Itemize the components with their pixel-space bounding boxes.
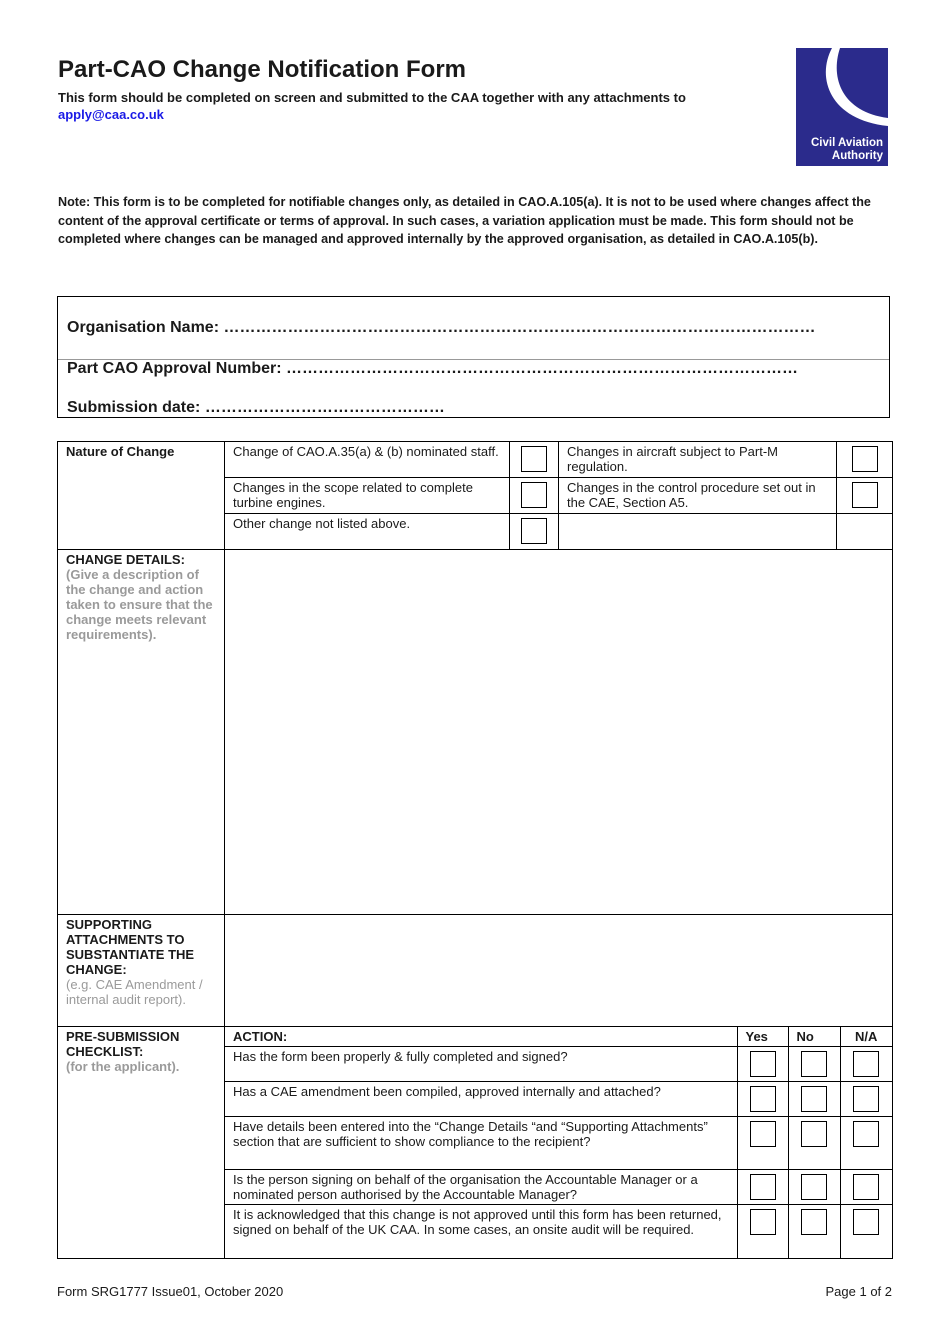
checkbox-icon	[521, 518, 547, 544]
nature-checkbox-1[interactable]	[510, 442, 559, 478]
nature-checkbox-2[interactable]	[837, 442, 893, 478]
checklist-item-1: Has the form been properly & fully completed and signed?	[225, 1047, 737, 1082]
page-number: Page 1 of 2	[825, 1284, 892, 1299]
checklist-table	[225, 1027, 892, 1258]
checklist-item-2: Has a CAE amendment been compiled, approved internally and attached?	[225, 1082, 737, 1117]
approval-number-dots: ……………………………………………………………………………………	[286, 360, 798, 377]
organisation-name-dots: …………………………………………………………………………………………………	[223, 319, 816, 336]
checklist-item-4: Is the person signing on behalf of the organisation the Accountable Manager or a nominated person authorised by the Accountable Manager?	[225, 1170, 737, 1205]
form-title: Part-CAO Change Notification Form	[58, 56, 467, 83]
change-details-label-cell	[58, 550, 225, 915]
checkbox-icon	[750, 1121, 776, 1147]
email-link[interactable]: apply@caa.co.uk	[58, 107, 164, 122]
submission-date-label: Submission date:	[67, 399, 201, 416]
checklist-5-yes[interactable]	[737, 1205, 788, 1258]
checkbox-icon	[750, 1086, 776, 1112]
checkbox-icon	[853, 1174, 879, 1200]
checkbox-icon	[852, 482, 878, 508]
checkbox-icon	[801, 1121, 827, 1147]
checkbox-icon	[521, 482, 547, 508]
approval-number-label: Part CAO Approval Number:	[67, 360, 282, 377]
checklist-5-na[interactable]	[840, 1205, 892, 1258]
checklist-3-no[interactable]	[788, 1117, 840, 1170]
attachments-input[interactable]	[225, 915, 893, 1027]
no-header: No	[788, 1027, 840, 1047]
nature-item-4: Changes in the control procedure set out in the CAE, Section A5.	[559, 478, 837, 514]
checkbox-icon	[750, 1051, 776, 1077]
nature-checkbox-5[interactable]	[510, 514, 559, 550]
checklist-item-3: Have details been entered into the “Change Details “and “Supporting Attachments” section that are sufficient to show compliance to the recipient?	[225, 1117, 737, 1170]
nature-empty-checkbox-cell	[837, 514, 893, 550]
checklist-item-5: It is acknowledged that this change is not approved until this form has been returned, signed on behalf of the UK CAA. In some cases, an onsite audit will be required.	[225, 1205, 737, 1258]
checklist-5-no[interactable]	[788, 1205, 840, 1258]
checklist-hint: (for the applicant).	[66, 1059, 180, 1074]
checklist-3-yes[interactable]	[737, 1117, 788, 1170]
attachments-label: SUPPORTING ATTACHMENTS TO SUBSTANTIATE THE CHANGE:	[66, 917, 195, 977]
change-details-hint: (Give a description of the change and action taken to ensure that the change meets relevant requirements).	[66, 567, 213, 642]
checklist-label: PRE-SUBMISSION CHECKLIST:	[66, 1029, 180, 1059]
change-details-input[interactable]	[225, 550, 893, 915]
checklist-2-yes[interactable]	[737, 1082, 788, 1117]
checklist-2-no[interactable]	[788, 1082, 840, 1117]
change-form-table	[57, 441, 893, 1259]
nature-item-2: Changes in aircraft subject to Part-M regulation.	[559, 442, 837, 478]
checkbox-icon	[750, 1174, 776, 1200]
yes-header: Yes	[737, 1027, 788, 1047]
checkbox-icon	[853, 1121, 879, 1147]
nature-empty-cell	[559, 514, 837, 550]
na-header: N/A	[840, 1027, 892, 1047]
checkbox-icon	[750, 1209, 776, 1235]
organisation-name-label: Organisation Name:	[67, 319, 220, 336]
checkbox-icon	[801, 1051, 827, 1077]
nature-item-5: Other change not listed above.	[225, 514, 510, 550]
checkbox-icon	[801, 1086, 827, 1112]
nature-checkbox-3[interactable]	[510, 478, 559, 514]
checkbox-icon	[853, 1051, 879, 1077]
checklist-cell	[225, 1027, 893, 1259]
note-text: Note: This form is to be completed for notifiable changes only, as detailed in CAO.A.105(a). It is not to be used where changes affect the content of the approval certificate or terms of approval. In such cases, a variation application must be made. This form should not be completed where changes can be managed and approved internally by the approved organisation, as detailed in CAO.A.105(b).	[58, 195, 871, 246]
nature-checkbox-4[interactable]	[837, 478, 893, 514]
submission-date-field[interactable]	[58, 399, 889, 417]
checkbox-icon	[801, 1209, 827, 1235]
caa-logo	[796, 48, 888, 166]
approval-number-field[interactable]	[58, 340, 889, 381]
change-details-label: CHANGE DETAILS:	[66, 552, 185, 567]
organisation-details-box	[57, 296, 890, 418]
checkbox-icon	[521, 446, 547, 472]
checklist-4-na[interactable]	[840, 1170, 892, 1205]
checkbox-icon	[853, 1086, 879, 1112]
form-subtitle: This form should be completed on screen and submitted to the CAA together with any attachments to	[58, 90, 686, 105]
submission-date-dots: ………………………………………	[204, 399, 445, 416]
checkbox-icon	[801, 1174, 827, 1200]
nature-item-3: Changes in the scope related to complete turbine engines.	[225, 478, 510, 514]
checklist-4-yes[interactable]	[737, 1170, 788, 1205]
checklist-label-cell	[58, 1027, 225, 1259]
checklist-3-na[interactable]	[840, 1117, 892, 1170]
logo-text: Civil Aviation Authority	[811, 137, 883, 162]
nature-item-1: Change of CAO.A.35(a) & (b) nominated staff.	[225, 442, 510, 478]
checklist-2-na[interactable]	[840, 1082, 892, 1117]
form-id: Form SRG1777 Issue01, October 2020	[57, 1284, 284, 1299]
checklist-1-yes[interactable]	[737, 1047, 788, 1082]
checklist-4-no[interactable]	[788, 1170, 840, 1205]
checklist-1-na[interactable]	[840, 1047, 892, 1082]
checkbox-icon	[852, 446, 878, 472]
action-header: ACTION:	[225, 1027, 737, 1047]
attachments-hint: (e.g. CAE Amendment / internal audit report).	[66, 977, 203, 1007]
checkbox-icon	[853, 1209, 879, 1235]
attachments-label-cell	[58, 915, 225, 1027]
checklist-1-no[interactable]	[788, 1047, 840, 1082]
nature-of-change-label: Nature of Change	[58, 442, 225, 550]
